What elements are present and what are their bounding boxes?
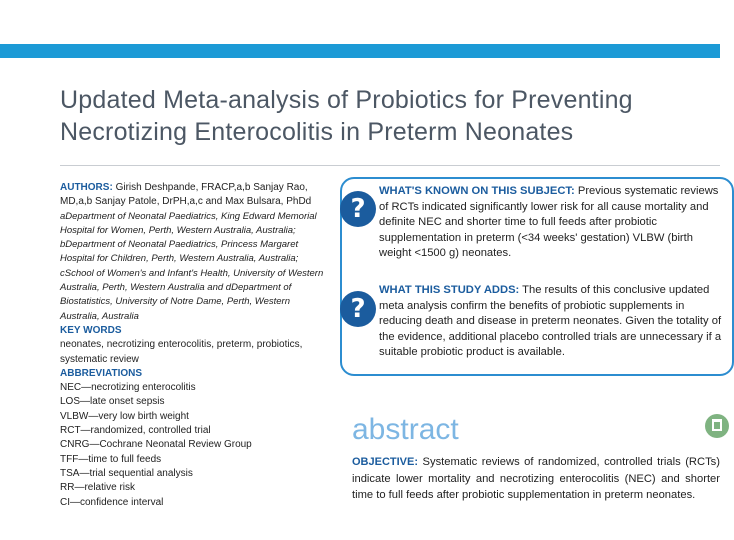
authors-block bbox=[60, 181, 328, 324]
abbreviation-item: NEC—necrotizing enterocolitis bbox=[60, 382, 196, 394]
study-adds-text: The results of this conclusive updated meta analysis confirm the benefits of probiotic supplements in reducing death and disease in preterm neonates. Given the totality of the evidence, additional placebo controlled trials are unnecessary if a suitable probiotic product is available. bbox=[379, 284, 722, 359]
objective-paragraph bbox=[352, 454, 720, 504]
whats-known-section bbox=[379, 184, 724, 262]
objective-label: OBJECTIVE: bbox=[352, 456, 419, 468]
abbreviations-list bbox=[60, 381, 328, 510]
abstract-heading: abstract bbox=[352, 413, 459, 446]
author-column bbox=[60, 181, 328, 510]
article-title: Updated Meta-analysis of Probiotics for Preventing Necrotizing Enterocolitis in Preterm Neonates bbox=[60, 86, 633, 146]
article-page bbox=[40, 74, 722, 508]
question-mark-icon: ? bbox=[340, 191, 376, 227]
abbreviation-item: TFF—time to full feeds bbox=[60, 453, 162, 465]
abbreviation-item: CI—confidence interval bbox=[60, 496, 164, 508]
abbreviation-item: TSA—trial sequential analysis bbox=[60, 467, 193, 479]
author-names: Girish Deshpande, FRACP,a,b Sanjay Rao, MD,a,b Sanjay Patole, DrPH,a,c and Max Bulsara, PhDd bbox=[60, 182, 312, 208]
top-accent-bar bbox=[0, 44, 720, 58]
key-words-heading: KEY WORDS bbox=[60, 324, 122, 336]
whats-known-label: WHAT'S KNOWN ON THIS SUBJECT: bbox=[379, 185, 575, 197]
objective-text: Systematic reviews of randomized, controlled trials (RCTs) indicate lower mortality and necrotizing enterocolitis (NEC) and shorter time to full feeds after probiotic supplementation in preterm neonates. bbox=[352, 456, 721, 501]
abbreviation-item: VLBW—very low birth weight bbox=[60, 410, 189, 422]
abbreviations-heading: ABBREVIATIONS bbox=[60, 367, 143, 379]
abbreviation-item: LOS—late onset sepsis bbox=[60, 396, 165, 408]
title-divider bbox=[60, 165, 720, 166]
abbreviation-item: CNRG—Cochrane Neonatal Review Group bbox=[60, 439, 252, 451]
question-mark-icon: ? bbox=[340, 291, 376, 327]
whats-known-text: Previous systematic reviews of RCTs indicated significantly lower risk for all cause mortality and definite NEC and shorter time to full feeds after probiotic supplementation in preterm (<34 weeks' gestation) VLBW (birth weight <1500 g) neonates. bbox=[379, 185, 719, 260]
key-words-text: neonates, necrotizing enterocolitis, preterm, probiotics, systematic review bbox=[60, 339, 303, 365]
document-icon bbox=[705, 414, 729, 438]
abbreviation-item: RR—relative risk bbox=[60, 482, 136, 494]
study-adds-section bbox=[379, 283, 724, 361]
abbreviation-item: RCT—randomized, controlled trial bbox=[60, 425, 211, 437]
summary-box bbox=[340, 177, 734, 376]
study-adds-label: WHAT THIS STUDY ADDS: bbox=[379, 284, 520, 296]
authors-label: AUTHORS: bbox=[60, 182, 113, 193]
author-affiliations: aDepartment of Neonatal Paediatrics, King Edward Memorial Hospital for Women, Perth, Western Australia, Australia; bDepartment of Neonatal Paediatrics, Princess Margaret Hospital for Children, Perth, Western Australia, Australia; cSchool of Women's and Infant's Health, University of Western Australia, Perth, Western Australia and dDepartment of Biostatistics, University of Notre Dame, Perth, Western Australia, Australia bbox=[60, 210, 324, 322]
